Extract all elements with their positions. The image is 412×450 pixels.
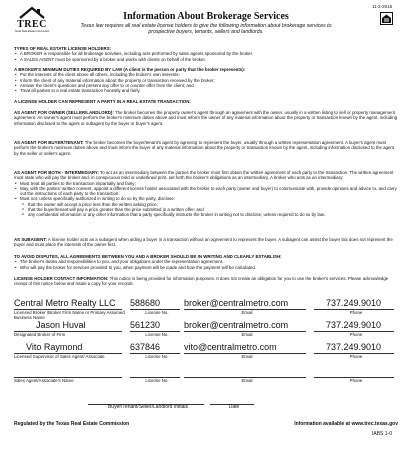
name-label: Designated Broker of Firm — [14, 332, 66, 337]
owner-agent-section — [14, 110, 398, 126]
form-id: IABS 1-0 — [372, 431, 393, 437]
license-holder-row — [14, 320, 398, 342]
initials-field[interactable] — [88, 393, 208, 415]
phone-cell[interactable] — [314, 298, 398, 320]
section-heading: A LICENSE HOLDER CAN REPRESENT A PARTY IN A REAL ESTATE TRANSACTION: — [14, 99, 191, 104]
license-label: License No. — [145, 332, 169, 337]
section-heading: TO AVOID DISPUTES, ALL AGREEMENTS BETWEEN YOU AND A BROKER SHOULD BE IN WRITING AND CLEARLY ESTABLISH: — [14, 254, 282, 259]
phone-value: 737.249.9010 — [326, 298, 382, 308]
email-label: Email — [241, 310, 253, 315]
date-field[interactable] — [210, 393, 258, 415]
license-cell[interactable] — [130, 366, 184, 388]
list-item: • May, with the parties' written consent, appoint a different license holder associated with the broker to each party (owner and buyer) to communicate with, provide opinions and advice to, and carry out the instructions of each party to the transaction. — [14, 186, 398, 197]
phone-value: 737.249.9010 — [326, 342, 382, 352]
license-value: 637846 — [130, 342, 161, 352]
section-heading: TYPES OF REAL ESTATE LICENSE HOLDERS: — [14, 46, 112, 51]
email-cell[interactable] — [184, 320, 310, 342]
email-cell[interactable] — [184, 298, 310, 320]
email-label: Email — [241, 354, 253, 359]
phone-cell[interactable] — [314, 320, 398, 342]
license-holder-row — [14, 342, 398, 364]
footer — [14, 421, 398, 427]
page-subtitle: Texas law requires all real estate license holders to give the following information about brokerage services to prospective buyers, tenants, sellers and landlords. — [80, 23, 332, 35]
phone-cell[interactable] — [314, 342, 398, 364]
email-cell[interactable] — [184, 366, 310, 388]
acknowledgement-row — [14, 393, 398, 415]
sub-list-item: o that the owner will accept a price less than the written asking price; — [14, 202, 398, 207]
email-value: broker@centralmetro.com — [184, 320, 289, 330]
license-cell[interactable] — [130, 320, 184, 342]
name-label: Licensed Supervisor of Sales Agent/ Associate — [14, 354, 105, 359]
section-text: This notice is being provided for information purposes. It does not create an obligation for you to use the broker's services. Please acknowledge receipt of this notice below and retain a copy for your records. — [14, 276, 389, 287]
equal-housing-icon — [380, 12, 393, 25]
broker-duties-section — [14, 67, 398, 93]
intermediary-section — [14, 170, 398, 218]
name-value: Jason Huval — [36, 320, 86, 330]
name-cell[interactable] — [14, 320, 126, 342]
list-item: • Who will pay the broker for services provided to you, when payment will be made and how the payment will be calculated. — [14, 265, 398, 270]
sub-list-item: o any confidential information or any other information that a party specifically instructs the broker in writing not to disclose, unless required to do so by law. — [14, 212, 398, 217]
email-value: broker@centralmetro.com — [184, 298, 289, 308]
name-cell[interactable] — [14, 366, 126, 388]
section-lead: AS AGENT FOR BOTH - INTERMEDIARY: — [14, 170, 99, 175]
license-holder-row — [14, 366, 398, 388]
list-item: • Treat all parties to a real estate transaction honestly and fairly. — [14, 88, 398, 93]
phone-cell[interactable] — [314, 366, 398, 388]
section-text: The broker becomes the buyer/tenant's agent by agreeing to represent the buyer, usually through a written representation agreement. A buyer's agent must perform the broker's minimum duties above and must inform the buyer of any material information about the property or transaction known by the agent, including information disclosed to the agent by the seller or seller's agent. — [14, 140, 395, 156]
name-value: Central Metro Realty LLC — [14, 298, 116, 308]
license-label: License No. — [145, 354, 169, 359]
avoid-disputes-section — [14, 254, 398, 270]
email-value: vito@centralmetro.com — [184, 342, 277, 352]
license-holder-row — [14, 298, 398, 320]
buyer-agent-section — [14, 140, 398, 156]
trec-logo — [14, 6, 50, 33]
phone-value: 737.249.9010 — [326, 320, 382, 330]
list-item: • A BROKER is responsible for all brokerage activities, including acts performed by sales agents sponsored by the broker. — [14, 51, 398, 56]
subagent-section — [14, 237, 398, 248]
initials-label: Buyer/Tenant/Seller/Landlord Initials — [107, 404, 189, 410]
date-label: Date — [228, 404, 240, 410]
house-roof-icon — [19, 6, 45, 20]
list-item: • Must not, unless specifically authorized in writing to do so by the party, disclose: — [14, 196, 398, 201]
license-types-section — [14, 46, 398, 62]
logo-subtext: Texas Real Estate Commission — [14, 30, 50, 33]
list-item: • A SALES AGENT must be sponsored by a broker and works with clients on behalf of the broker. — [14, 57, 398, 62]
phone-label: Phone — [349, 354, 363, 359]
license-value: 561230 — [130, 320, 161, 330]
footer-regulated: Regulated by the Texas Real Estate Commission — [14, 421, 130, 427]
section-text: The broker becomes the property owner's agent through an agreement with the owner, usually in a written listing to sell or property management agreement. An owner's agent must perform the broker's minimum duties above and must inform the owner of any material information about the property or transaction known by the agent, including information disclosed to the agent or subagent by the buyer or buyer's agent. — [14, 110, 398, 126]
section-lead: LICENSE HOLDER CONTACT INFORMATION: — [14, 276, 109, 281]
list-item: • Answer the client's questions and present any offer to or counter-offer from the client; and — [14, 83, 398, 88]
represent-heading — [14, 99, 398, 104]
contact-info-section — [14, 276, 398, 287]
name-value: Vito Raymond — [26, 342, 83, 352]
email-cell[interactable] — [184, 342, 310, 364]
license-cell[interactable] — [130, 298, 184, 320]
list-item: • Put the interests of the client above all others, including the broker's own interests; — [14, 72, 398, 77]
section-lead: AS AGENT FOR OWNER (SELLER/LANDLORD): — [14, 110, 114, 115]
section-lead: AS AGENT FOR BUYER/TENANT: — [14, 140, 84, 145]
phone-label: Phone — [349, 332, 363, 337]
list-item: • Inform the client of any material information about the property or transaction received by the broker; — [14, 78, 398, 83]
section-heading: A BROKER'S MINIMUM DUTIES REQUIRED BY LAW (A client is the person or party that the broker represents): — [14, 67, 246, 72]
section-text: To act as an intermediary between the parties the broker must first obtain the written agreement of each party to the transaction. The written agreement must state who will pay the broker and, in conspicuous bold or underlined print, set forth the broker's obligations as an intermediary. A broker who acts as an intermediary: — [14, 170, 394, 181]
logo-text: TREC — [17, 19, 47, 30]
license-cell[interactable] — [130, 342, 184, 364]
name-cell[interactable] — [14, 342, 126, 364]
section-lead: AS SUBAGENT: — [14, 237, 47, 242]
footer-info-link[interactable]: Information available at www.trec.texas.gov — [294, 421, 398, 427]
license-label: License No. — [145, 378, 169, 383]
email-label: Email — [241, 378, 253, 383]
phone-label: Phone — [349, 378, 363, 383]
name-label: Sales Agent/Associate's Name — [14, 378, 74, 383]
name-cell[interactable] — [14, 298, 126, 320]
section-text: A license holder acts as a subagent when aiding a buyer in a transaction without an agreement to represent the buyer. A subagent can assist the buyer but does not represent the buyer and must place the interests of the owner first. — [14, 237, 393, 248]
page-title: Information About Brokerage Services — [123, 11, 289, 22]
list-item: • Must treat all parties to the transaction impartially and fairly; — [14, 181, 398, 186]
list-item: • The broker's duties and responsibilities to you, and your obligations under the representation agreement. — [14, 259, 398, 264]
license-value: 588680 — [130, 298, 161, 308]
form-date: 11-2-2015 — [372, 4, 393, 9]
name-label: Licensed Broker /Broker Firm Name or Primary Assumed Business Name — [14, 310, 125, 320]
phone-label: Phone — [349, 310, 363, 315]
email-label: Email — [241, 332, 253, 337]
sub-list-item: o that the buyer/tenant will pay a price greater than the price submitted in a written offer; and — [14, 207, 398, 212]
license-label: License No. — [145, 310, 169, 315]
